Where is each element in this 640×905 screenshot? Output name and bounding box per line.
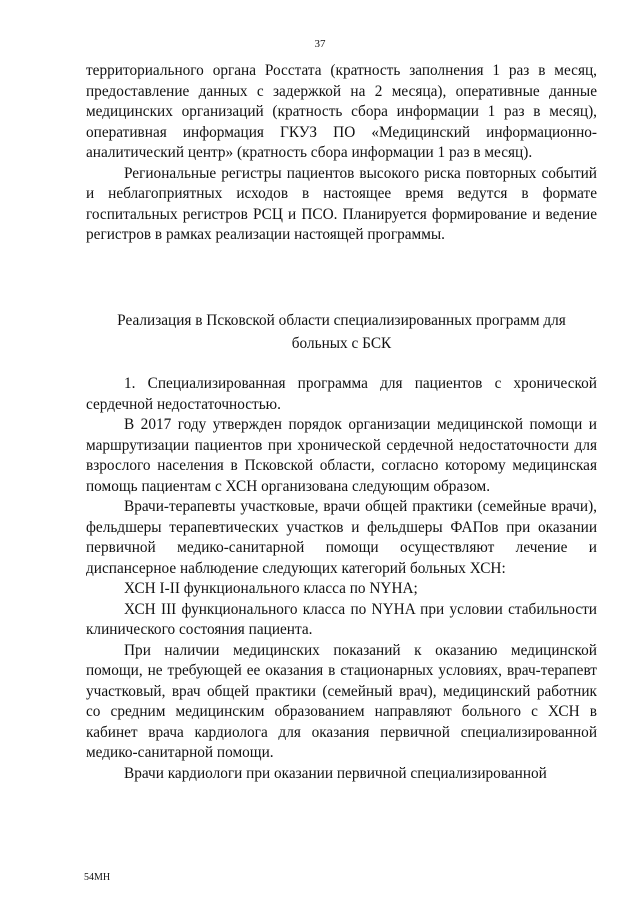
paragraph-primary-care: Врачи-терапевты участковые, врачи общей практики (семейные врачи), фельдшеры терапевтических участков и фельдшеры ФАПов при оказании первичной медико-санитарной помощи осуществляют лечение и диспансерное наблюдение следующих категорий больных ХСН: [86, 498, 597, 577]
paragraph-program-title: 1. Специализированная программа для пациентов с хронической сердечной недостаточностью. [86, 375, 597, 413]
section-heading [86, 309, 597, 355]
paragraph-nyha-1-2: ХСН I-II функционального класса по NYHA; [124, 580, 418, 597]
footer-document-code: 54МН [84, 872, 111, 883]
paragraph-referral: При наличии медицинских показаний к оказанию медицинской помощи, не требующей ее оказания в стационарных условиях, врач-терапевт участковый, врач общей практики (семейный врач), медицинский работник со средним медицинским образованием направляют больного с ХСН в кабинет врача кардиолога для оказания первичной специализированной медико-санитарной помощи. [86, 641, 597, 761]
paragraph-routing-order: В 2017 году утвержден порядок организации медицинской помощи и маршрутизации пациентов при хронической сердечной недостаточности для взрослого населения в Псковской области, согласно которому медицинская помощь пациентам с ХСН организована следующим образом. [86, 416, 597, 495]
paragraph-registries: Региональные регистры пациентов высокого риска повторных событий и неблагоприятных исходов в настоящее время ведутся в формате госпитальных регистров РСЦ и ПСО. Планируется формирование и ведение регистров в рамках реализации настоящей программы. [86, 164, 597, 243]
intro-text-block [86, 61, 597, 246]
page-number: 37 [314, 38, 326, 50]
section-heading-line-2: больных с БСК [291, 335, 392, 352]
paragraph-nyha-3: ХСН III функционального класса по NYHA при условии стабильности клинического состояния пациента. [86, 600, 597, 638]
section-heading-line-1: Реализация в Псковской области специализированных программ для [117, 312, 566, 329]
paragraph-cardiologists: Врачи кардиологи при оказании первичной специализированной [124, 764, 547, 782]
paragraph-continuation: территориального органа Росстата (кратность заполнения 1 раз в месяц, предоставление данных с задержкой на 2 месяца), оперативные данные медицинских организаций (кратность сбора информации 1 раз в месяц), оперативная информация ГКУЗ ПО «Медицинский информационно-аналитический центр» (кратность сбора информации 1 раз в месяц). [86, 62, 597, 161]
main-text-block [86, 374, 597, 784]
